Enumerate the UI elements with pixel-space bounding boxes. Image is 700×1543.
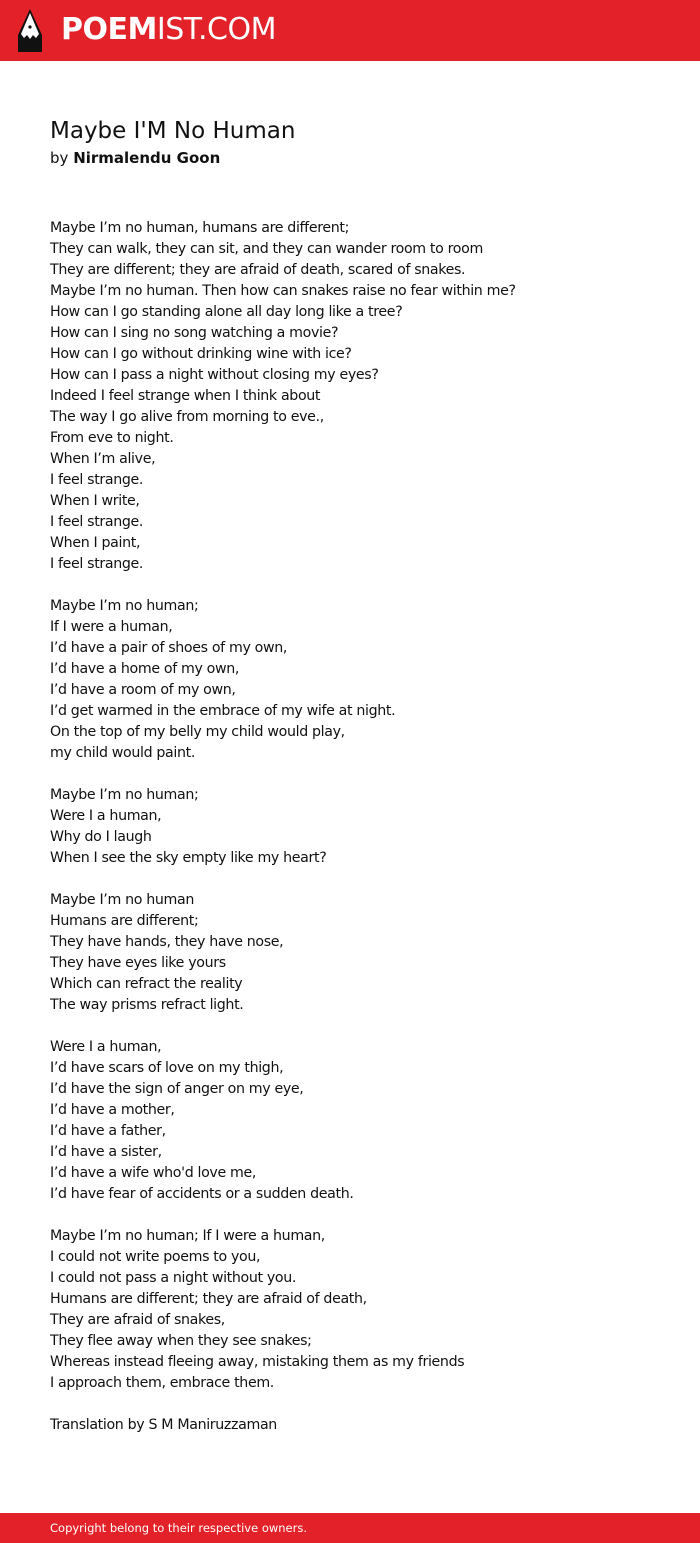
poem-line: I’d have a home of my own, (50, 661, 240, 677)
poem-title: Maybe I'M No Human (50, 118, 296, 144)
poem-line: They are different; they are afraid of death, scared of snakes. (50, 262, 466, 278)
poem-line: I feel strange. (50, 472, 144, 488)
poem-line: I’d have a sister, (50, 1144, 162, 1160)
poem-line: When I see the sky empty like my heart? (50, 850, 327, 866)
poem-line: Were I a human, (50, 808, 162, 824)
poem-line: How can I go without drinking wine with ice? (50, 346, 352, 362)
poem-line: How can I pass a night without closing my eyes? (50, 367, 379, 383)
author-name: Nirmalendu Goon (73, 149, 221, 167)
poem-line: Maybe I’m no human (50, 892, 194, 908)
stanza-gap (50, 1394, 670, 1415)
stanza (50, 1037, 670, 1205)
poem-line: Humans are different; they are afraid of death, (50, 1291, 367, 1307)
poem-line: I’d have scars of love on my thigh, (50, 1060, 284, 1076)
poem-line: From eve to night. (50, 430, 174, 446)
poem-line: Why do I laugh (50, 829, 152, 845)
stanza (50, 218, 670, 575)
poem-line: I feel strange. (50, 556, 144, 572)
footer-bar (0, 1513, 700, 1543)
poem-line: I’d have a mother, (50, 1102, 175, 1118)
poem-line: When I paint, (50, 535, 141, 551)
poem-line: my child would paint. (50, 745, 196, 761)
poem-line: I’d have fear of accidents or a sudden death. (50, 1186, 354, 1202)
copyright-text: Copyright belong to their respective owners. (50, 1521, 308, 1535)
poem-line: I’d have a room of my own, (50, 682, 236, 698)
poem-line: They can walk, they can sit, and they can wander room to room (50, 241, 483, 257)
poem-line: Humans are different; (50, 913, 199, 929)
stanza-gap (50, 1016, 670, 1037)
poem-line: On the top of my belly my child would play, (50, 724, 345, 740)
poem-line: They are afraid of snakes, (50, 1312, 225, 1328)
poem-line: Maybe I’m no human. Then how can snakes raise no fear within me? (50, 283, 516, 299)
stanza (50, 785, 670, 869)
poem-line: I could not write poems to you, (50, 1249, 261, 1265)
poem-line: They have hands, they have nose, (50, 934, 284, 950)
stanza (50, 890, 670, 1016)
stanza-gap (50, 575, 670, 596)
poem-line: Translation by S M Maniruzzaman (50, 1417, 277, 1433)
poem-line: I’d get warmed in the embrace of my wife at night. (50, 703, 396, 719)
logo-light-text: IST.COM (156, 12, 276, 47)
poem-line: I could not pass a night without you. (50, 1270, 297, 1286)
poem-line: Which can refract the reality (50, 976, 243, 992)
poem-line: I feel strange. (50, 514, 144, 530)
site-logo[interactable] (61, 12, 276, 48)
poem-line: I’d have a father, (50, 1123, 166, 1139)
poem-line: Maybe I’m no human; If I were a human, (50, 1228, 325, 1244)
byline (50, 147, 220, 169)
stanza (50, 596, 670, 764)
poem-line: I’d have a wife who'd love me, (50, 1165, 257, 1181)
poem-line: Whereas instead fleeing away, mistaking them as my friends (50, 1354, 465, 1370)
stanza (50, 1415, 670, 1436)
poem-line: When I’m alive, (50, 451, 156, 467)
poem-line: Maybe I’m no human; (50, 598, 199, 614)
poem-line: The way prisms refract light. (50, 997, 244, 1013)
logo-bold-text: POEM (61, 12, 157, 47)
pen-nib-icon[interactable] (17, 9, 43, 52)
stanza-gap (50, 764, 670, 785)
poem-line: Maybe I’m no human, humans are different; (50, 220, 350, 236)
poem-body (50, 218, 670, 1436)
poem-line: If I were a human, (50, 619, 173, 635)
header-bar (0, 0, 700, 61)
poem-line: How can I sing no song watching a movie? (50, 325, 339, 341)
poem-line: Were I a human, (50, 1039, 162, 1055)
poem-line: The way I go alive from morning to eve., (50, 409, 324, 425)
poem-line: Indeed I feel strange when I think about (50, 388, 321, 404)
poem-line: I’d have the sign of anger on my eye, (50, 1081, 304, 1097)
stanza-gap (50, 1205, 670, 1226)
poem-line: They have eyes like yours (50, 955, 226, 971)
poem-line: How can I go standing alone all day long like a tree? (50, 304, 403, 320)
stanza-gap (50, 869, 670, 890)
by-label: by (50, 149, 69, 167)
stanza (50, 1226, 670, 1394)
poem-line: I’d have a pair of shoes of my own, (50, 640, 288, 656)
poem-line: They flee away when they see snakes; (50, 1333, 312, 1349)
poem-line: I approach them, embrace them. (50, 1375, 274, 1391)
poem-line: Maybe I’m no human; (50, 787, 199, 803)
poem-line: When I write, (50, 493, 140, 509)
